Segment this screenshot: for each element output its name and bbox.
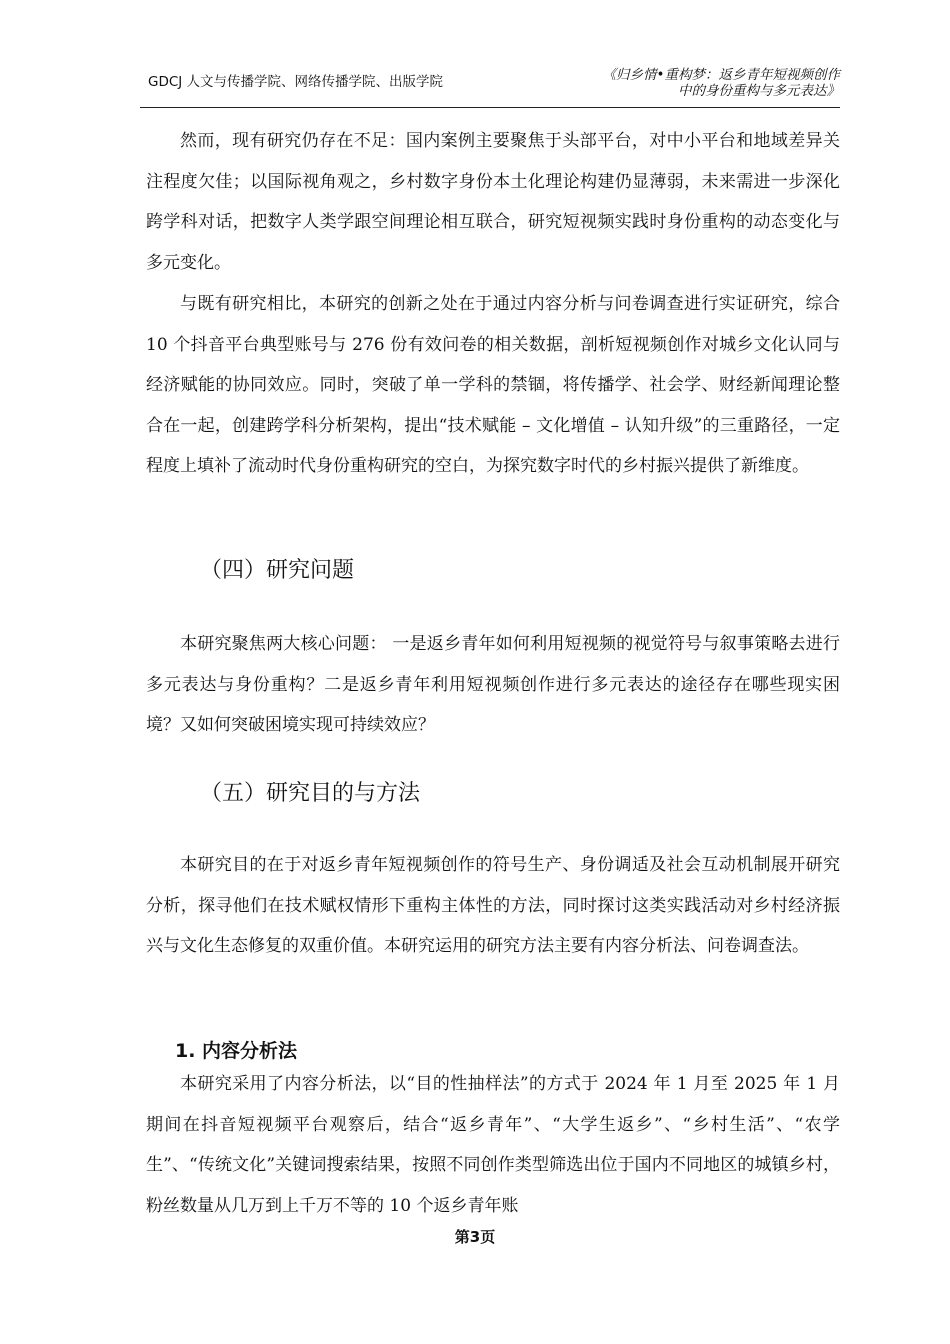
section-heading-research-questions: （四）研究问题: [200, 558, 355, 583]
header-title: [603, 67, 840, 99]
section-heading-purpose-methods: （五）研究目的与方法: [200, 781, 421, 806]
paragraph-innovation: 与既有研究相比，本研究的创新之处在于通过内容分析与问卷调查进行实证研究，综合 10 个抖音平台典型账号与 276 份有效问卷的相关数据，剖析短视频创作对城乡文化认同与经济赋能的协同效应。同时，突破了单一学科的禁锢，将传播学、社会学、财经新闻理论整合在一起，创建跨学科分析架构，提出“技术赋能 – 文化增值 – 认知升级”的三重路径，一定程度上填补了流动时代身份重构研究的空白，为探究数字时代的乡村振兴提供了新维度。: [146, 294, 840, 476]
paragraph-limitations: 然而，现有研究仍存在不足：国内案例主要聚焦于头部平台，对中小平台和地域差异关注程度欠佳；以国际视角观之，乡村数字身份本土化理论构建仍显薄弱，未来需进一步深化跨学科对话，把数字人类学跟空间理论相互联合，研究短视频实践时身份重构的动态变化与多元变化。: [146, 131, 840, 273]
header-divider: [140, 107, 840, 108]
page-number: 第3页: [454, 1228, 496, 1246]
page-header: [140, 64, 840, 108]
header-title-line2: 中的身份重构与多元表达》: [678, 83, 840, 99]
paragraph-purpose: 本研究目的在于对返乡青年短视频创作的符号生产、身份调适及社会互动机制展开研究分析，探寻他们在技术赋权情形下重构主体性的方法，同时探讨这类实践活动对乡村经济振兴与文化生态修复的双重价值。本研究运用的研究方法主要有内容分析法、问卷调查法。: [146, 855, 840, 956]
header-institution: GDCJ 人文与传播学院、网络传播学院、出版学院: [148, 74, 444, 90]
subheading-content-analysis: 1. 内容分析法: [175, 1040, 298, 1062]
paragraph-research-questions: 本研究聚焦两大核心问题： 一是返乡青年如何利用短视频的视觉符号与叙事策略去进行多元表达与身份重构？二是返乡青年利用短视频创作进行多元表达的途径存在哪些现实困境？又如何突破困境实现可持续效应？: [146, 634, 840, 735]
paragraph-content-analysis: 本研究采用了内容分析法，以“目的性抽样法”的方式于 2024 年 1 月至 2025 年 1 月期间在抖音短视频平台观察后，结合“返乡青年”、“大学生返乡”、“乡村生活”、“农学生”、“传统文化”关键词搜索结果，按照不同创作类型筛选出位于国内不同地区的城镇乡村，粉丝数量从几万到上千万不等的 10 个返乡青年账: [146, 1074, 840, 1216]
header-title-line1: 《归乡情•重构梦：返乡青年短视频创作: [602, 67, 840, 83]
